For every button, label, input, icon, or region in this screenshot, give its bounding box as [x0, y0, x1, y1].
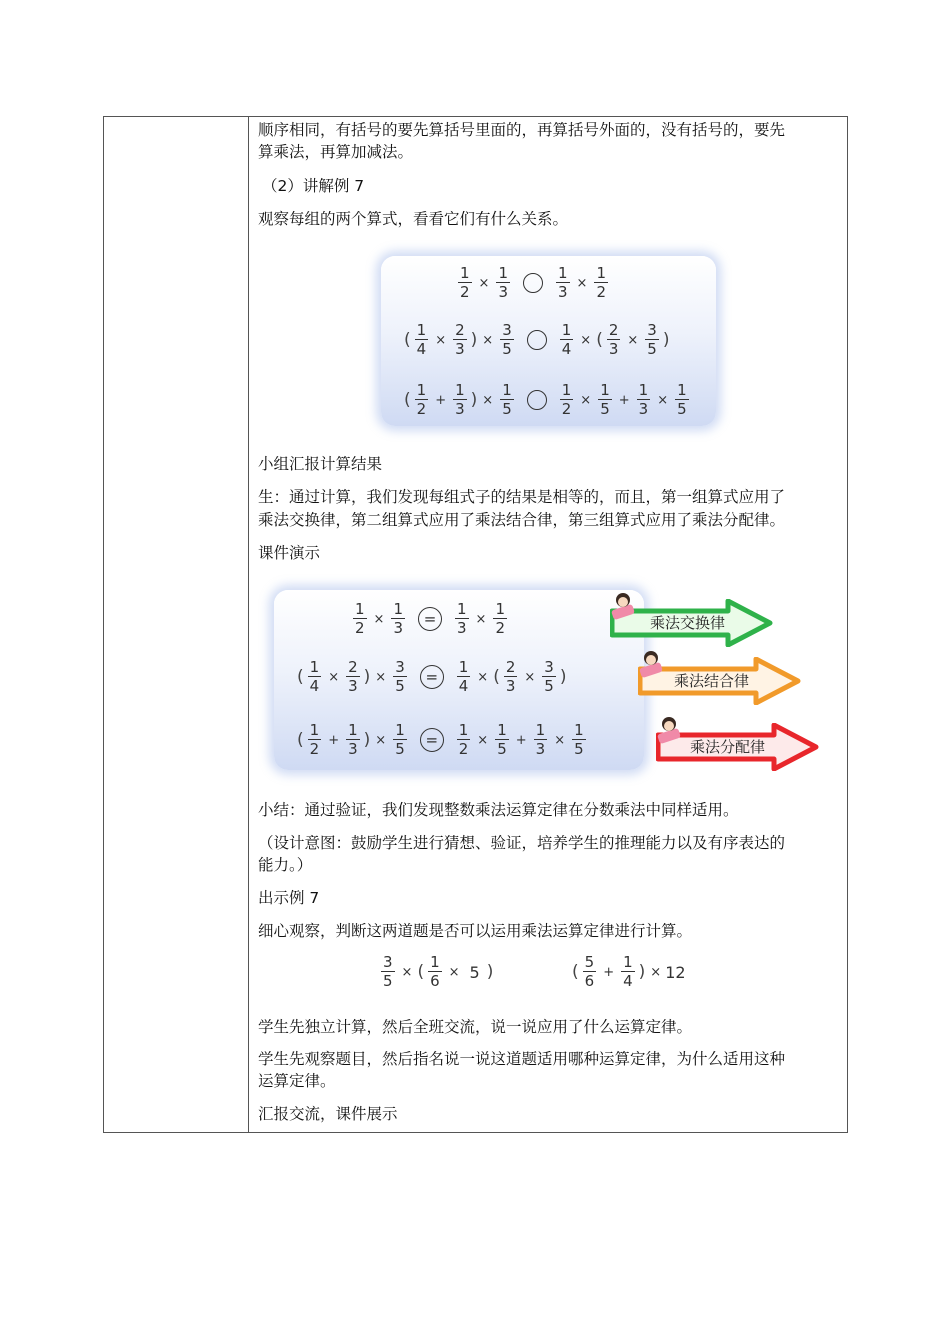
- compare-circle[interactable]: [527, 330, 547, 350]
- paragraph-observe-question-line2: 运算定律。: [258, 1072, 336, 1090]
- paragraph-summary: 小结：通过验证，我们发现整数乘法运算定律在分数乘法中同样适用。: [258, 801, 739, 819]
- equation-figure-compare: [381, 256, 716, 426]
- equals-circle: =: [418, 607, 442, 631]
- equation-row-2: ( $\frac{1}{4}$ × $\frac{2}{3}$ ) × $\frac{3}{5}$ $\frac{1}{4}$ × ( $\frac{2}{3}$ × $\frac{3}{5}$ ): [404, 321, 670, 358]
- girl-pencil-icon: [638, 649, 664, 679]
- paragraph-observe-question-line1: 学生先观察题目，然后指名说一说这道题适用哪种运算定律，为什么适用这种: [258, 1050, 786, 1068]
- distributive-law-label: 乘法分配律: [690, 738, 766, 756]
- paragraph-report-exchange: 汇报交流，课件展示: [258, 1105, 398, 1123]
- paragraph-order-line2: 算乘法，再算加减法。: [258, 143, 414, 161]
- paragraph-student-line1: 生：通过计算，我们发现每组式子的结果是相等的，而且，第一组算式应用了: [258, 488, 786, 506]
- girl-pencil-icon: [656, 715, 682, 745]
- paragraph-design-line2: 能力。）: [258, 856, 313, 874]
- exercise-expression-2: ( $\frac{5}{6}$ + $\frac{1}{4}$ ) × 12: [572, 953, 686, 990]
- equals-circle: =: [420, 665, 444, 689]
- exercise-expression-1: $\frac{3}{5}$ × ( $\frac{1}{6}$ × 5 ): [383, 953, 494, 990]
- compare-circle[interactable]: [527, 390, 547, 410]
- paragraph-careful-observe: 细心观察，判断这两道题是否可以运用乘法运算定律进行计算。: [258, 922, 693, 940]
- paragraph-design-line1: （设计意图：鼓励学生进行猜想、验证，培养学生的推理能力以及有序表达的: [258, 834, 786, 852]
- paragraph-student-line2: 乘法交换律，第二组算式应用了乘法结合律，第三组算式应用了乘法分配律。: [258, 511, 786, 529]
- girl-pencil-icon: [610, 591, 636, 621]
- column-divider: [248, 117, 249, 1132]
- paragraph-show-example: 出示例 7: [258, 889, 320, 907]
- equation-row-3: ( $\frac{1}{2}$ + $\frac{1}{3}$ ) × $\frac{1}{5}$ $\frac{1}{2}$ × $\frac{1}{5}$ + $\frac{1}{3}$ × $\frac{1}{5}$: [404, 381, 687, 418]
- law-equation-row-2: ( $\frac{1}{4}$ × $\frac{2}{3}$ ) × $\frac{3}{5}$ = $\frac{1}{4}$ × ( $\frac{2}{3}$ × $\frac{3}{5}$ ): [297, 658, 567, 695]
- paragraph-example-heading: （2）讲解例 7: [262, 177, 365, 195]
- equation-row-1: $\frac{1}{2}$ × $\frac{1}{3}$ $\frac{1}{3}$ × $\frac{1}{2}$: [460, 264, 606, 301]
- paragraph-observe: 观察每组的两个算式，看看它们有什么关系。: [258, 210, 569, 228]
- paragraph-independent-calc: 学生先独立计算，然后全班交流，说一说应用了什么运算定律。: [258, 1018, 693, 1036]
- associative-law-label: 乘法结合律: [674, 672, 750, 690]
- paragraph-order-line1: 顺序相同，有括号的要先算括号里面的，再算括号外面的，没有括号的，要先: [258, 121, 786, 139]
- law-equation-row-1: $\frac{1}{2}$ × $\frac{1}{3}$ = $\frac{1}{3}$ × $\frac{1}{2}$: [355, 600, 505, 637]
- equals-circle: =: [420, 728, 444, 752]
- lesson-table: [103, 116, 848, 1133]
- paragraph-group-report: 小组汇报计算结果: [258, 455, 383, 473]
- law-equation-row-3: ( $\frac{1}{2}$ + $\frac{1}{3}$ ) × $\frac{1}{5}$ = $\frac{1}{2}$ × $\frac{1}{5}$ + $\frac{1}{3}$ × $\frac{1}{5}$: [297, 721, 584, 758]
- compare-circle[interactable]: [523, 273, 543, 293]
- equation-figure-laws: [274, 590, 644, 770]
- commutative-law-label: 乘法交换律: [650, 614, 726, 632]
- paragraph-courseware: 课件演示: [258, 544, 321, 562]
